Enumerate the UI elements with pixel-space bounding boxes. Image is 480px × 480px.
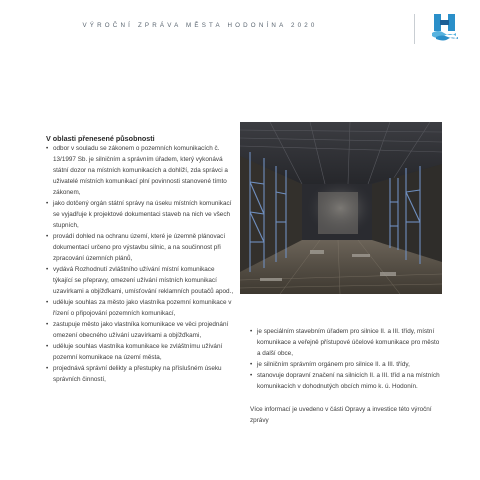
list-item: • uděluje souhlas za město jako vlastníka pozemní komunikace v řízení o připojování pozemních komunikací, xyxy=(46,297,234,319)
list-item: • zastupuje město jako vlastníka komunikace ve věci projednání omezení obecného užívání uzavírkami a objížďkami, xyxy=(46,319,234,341)
header-divider xyxy=(414,14,415,44)
right-bullet-list xyxy=(250,326,440,392)
left-column xyxy=(46,143,234,385)
list-item: • je silničním správním orgánem pro silnice II. a III. třídy, xyxy=(250,359,440,370)
list-item: • uděluje souhlas vlastníka komunikace ke zvláštnímu užívání pozemní komunikace na území města, xyxy=(46,341,234,363)
list-item: • vydává Rozhodnutí zvláštního užívání místní komunikace týkající se přepravy, omezení užívání místních komunikací uzavírkami a objížďkami, umísťování reklamních poutačů apod., xyxy=(46,264,234,297)
left-bullet-list xyxy=(46,143,234,385)
list-item: • jako dotčený orgán státní správy na úseku místních komunikací se vyjadřuje k projektové dokumentaci staveb na nich ve všech stupních, xyxy=(46,198,234,231)
list-item: • je speciálním stavebním úřadem pro silnice II. a III. třídy, místní komunikace a veřejně přístupové účelové komunikace pro město a další obce, xyxy=(250,326,440,359)
hodonin-logo-icon xyxy=(430,12,460,42)
more-info-note: Více informací je uvedeno v části Opravy a investice této výroční zprávy xyxy=(250,406,432,424)
list-item: • stanovuje dopravní značení na silnicích II. a III. tříd a na místních komunikacích v dohodnutých obcích mimo k. ú. Hodonín. xyxy=(250,370,440,392)
section-title: V oblasti přenesené působnosti xyxy=(46,134,155,143)
list-item: • odbor v souladu se zákonem o pozemních komunikacích č. 13/1997 Sb. je silničním a správním úřadem, který vykonává státní dozor na místních komunikacích a dohlíží, zda správci a uživatelé místních komunikací plní povinnosti stanovené tímto zákonem, xyxy=(46,143,234,198)
list-item: • provádí dohled na ochranu území, které je územně plánovací dokumentací určeno pro výstavbu silnic, a na součinnost při zpracování územních plánů, xyxy=(46,231,234,264)
theatre-interior-photo-illustration xyxy=(240,122,442,294)
construction-photo xyxy=(240,122,442,294)
report-header-title: VÝROČNÍ ZPRÁVA MĚSTA HODONÍNA 2020 xyxy=(82,22,318,29)
right-column xyxy=(250,326,440,426)
list-item: • projednává správní delikty a přestupky na příslušném úseku správních činností, xyxy=(46,363,234,385)
